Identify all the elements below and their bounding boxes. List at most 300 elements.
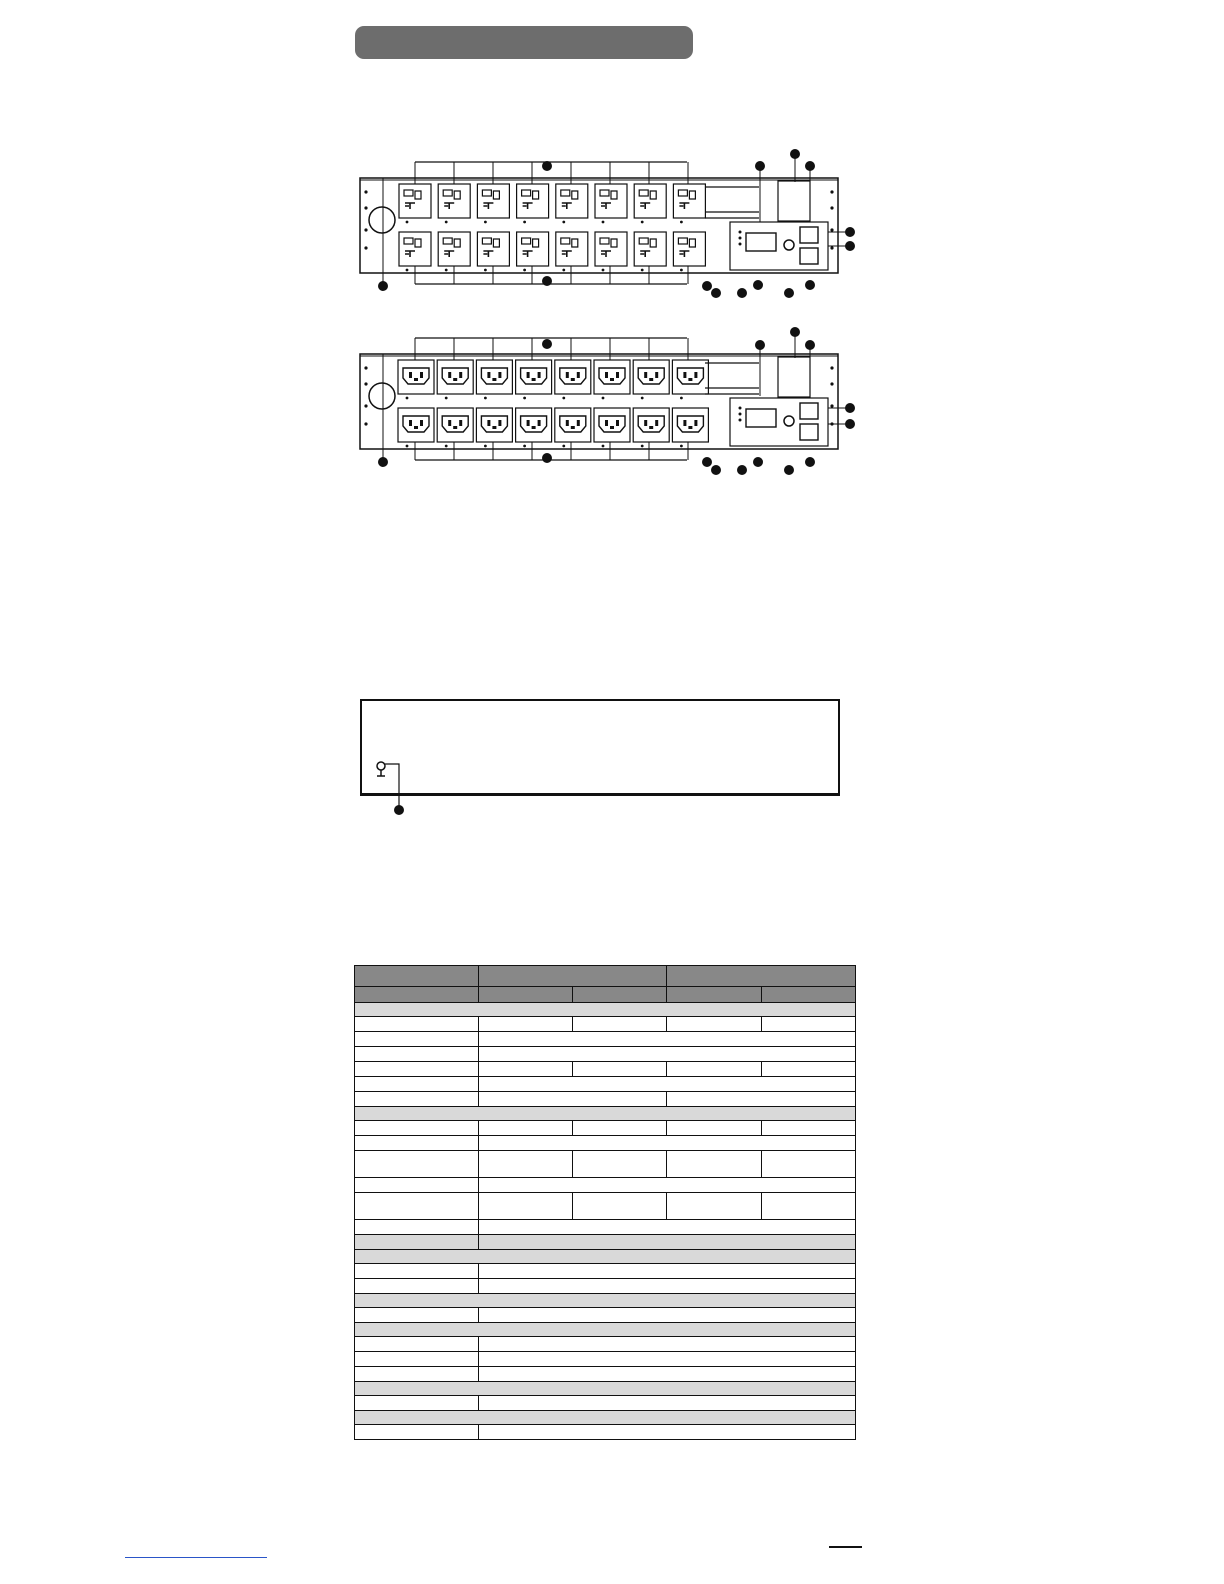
table-cell — [573, 1121, 667, 1136]
outlet-slot — [443, 190, 452, 196]
table-cell — [667, 1017, 762, 1032]
outlet-slot — [533, 239, 539, 247]
status-led — [739, 413, 742, 416]
table-cell — [355, 1017, 479, 1032]
table-cell — [479, 1308, 856, 1323]
table-cell — [355, 1235, 479, 1250]
panel-outline — [360, 178, 838, 273]
table-cell — [667, 1151, 762, 1178]
outlet-led — [602, 221, 605, 224]
footer-link-underline[interactable] — [125, 1557, 267, 1558]
outlet-led — [680, 445, 683, 448]
page-number-mark — [829, 1546, 862, 1548]
nema-outlet-icon — [634, 184, 666, 218]
status-led — [739, 243, 742, 246]
callout-icon — [753, 457, 763, 467]
mount-hole — [364, 246, 367, 249]
table-cell — [479, 1220, 856, 1235]
table-cell — [762, 1193, 856, 1220]
iec-pin — [683, 420, 686, 426]
outlet-led — [484, 445, 487, 448]
table-cell — [479, 1136, 856, 1151]
table-row — [355, 1337, 856, 1352]
outlet-led — [523, 397, 526, 400]
outlet-led — [523, 221, 526, 224]
callout-icon — [702, 281, 712, 291]
table-cell — [479, 1032, 856, 1047]
table-row — [355, 1425, 856, 1440]
callout-icon — [378, 457, 388, 467]
outlet-led — [445, 221, 448, 224]
outlet-led — [680, 269, 683, 272]
outlet-slot — [482, 190, 491, 196]
iec-pin — [527, 372, 530, 378]
iec-pin — [655, 420, 658, 426]
table-cell — [355, 1121, 479, 1136]
nema-outlet-icon — [556, 184, 588, 218]
iec-pin — [459, 420, 462, 426]
table-row — [355, 1092, 856, 1107]
table-row — [355, 966, 856, 987]
iec-socket — [521, 416, 547, 432]
outlet-slot — [533, 191, 539, 199]
serial-port-icon — [800, 248, 818, 264]
specifications-table — [354, 965, 856, 1440]
iec-pin — [414, 426, 418, 429]
outlet-slot — [600, 238, 609, 244]
serial-port-icon — [800, 424, 818, 440]
control-module — [730, 398, 828, 446]
status-led — [739, 407, 742, 410]
table-row — [355, 1003, 856, 1017]
table-row — [355, 1220, 856, 1235]
outlet-led — [445, 269, 448, 272]
outlet-slot — [493, 191, 499, 199]
iec-pin — [532, 378, 536, 381]
outlet-slot — [689, 239, 695, 247]
iec-socket — [677, 368, 703, 384]
callout-icon — [542, 161, 552, 171]
iec-pin — [487, 372, 490, 378]
mount-hole — [364, 404, 367, 407]
outlet-slot — [454, 239, 460, 247]
outlet-ground — [562, 203, 572, 209]
iec-pin — [498, 420, 501, 426]
lcd-display — [746, 233, 776, 251]
table-cell — [479, 1337, 856, 1352]
outlet-slot — [522, 190, 531, 196]
divider-line — [705, 363, 759, 394]
circuit-breaker-icon — [369, 383, 395, 409]
table-row — [355, 1077, 856, 1092]
table-row — [355, 987, 856, 1003]
table-cell — [479, 987, 573, 1003]
iec-pin — [453, 378, 457, 381]
iec-pin — [420, 372, 423, 378]
outlet-led — [445, 397, 448, 400]
table-cell — [573, 987, 667, 1003]
table-row — [355, 1193, 856, 1220]
nema-outlet-icon — [595, 184, 627, 218]
outlet-led — [406, 397, 409, 400]
table-cell — [355, 1151, 479, 1178]
outlet-led — [484, 397, 487, 400]
outlet-led — [484, 221, 487, 224]
table-cell — [355, 1178, 479, 1193]
lcd-display — [746, 409, 776, 427]
callout-icon — [702, 457, 712, 467]
mount-hole — [830, 228, 833, 231]
outlet-slot — [650, 239, 656, 247]
iec-pin — [649, 426, 653, 429]
table-cell — [479, 1017, 573, 1032]
table-cell — [667, 1121, 762, 1136]
outlet-slot — [689, 191, 695, 199]
callout-icon — [845, 241, 855, 251]
outlet-ground — [483, 251, 493, 257]
table-cell — [355, 1193, 479, 1220]
outlet-slot — [572, 239, 578, 247]
outlet-led — [641, 397, 644, 400]
iec-pin — [566, 420, 569, 426]
iec-socket — [481, 368, 507, 384]
iec-pin — [420, 420, 423, 426]
outlet-slot — [561, 238, 570, 244]
outlet-led — [602, 397, 605, 400]
iec-pin — [566, 372, 569, 378]
outlet-slot — [493, 239, 499, 247]
table-row — [355, 1411, 856, 1425]
table-cell — [355, 1047, 479, 1062]
front-panel-iec — [360, 338, 838, 460]
outlet-slot — [404, 238, 413, 244]
expansion-slot — [778, 357, 810, 397]
table-cell — [355, 1107, 856, 1121]
table-row — [355, 1121, 856, 1136]
iec-pin — [532, 426, 536, 429]
mount-hole — [830, 190, 833, 193]
callout-icon — [755, 161, 765, 171]
table-cell — [479, 1077, 856, 1092]
table-cell — [479, 1264, 856, 1279]
table-cell — [355, 1294, 856, 1308]
outlet-slot — [650, 191, 656, 199]
callout-icon — [790, 149, 800, 159]
mount-hole — [830, 366, 833, 369]
outlet-slot — [454, 191, 460, 199]
outlet-led — [523, 445, 526, 448]
outlet-slot — [678, 190, 687, 196]
table-cell — [355, 1279, 479, 1294]
callout-icon — [784, 465, 794, 475]
outlet-ground — [679, 203, 689, 209]
table-row — [355, 1136, 856, 1151]
circuit-breaker-icon — [369, 207, 395, 233]
status-led — [739, 237, 742, 240]
mount-hole — [364, 382, 367, 385]
table-cell — [355, 1032, 479, 1047]
table-cell — [355, 1396, 479, 1411]
select-button-icon — [784, 416, 794, 426]
table-cell — [667, 1062, 762, 1077]
nema-outlet-icon — [517, 232, 549, 266]
nema-outlet-icon — [477, 232, 509, 266]
iec-pin — [448, 372, 451, 378]
outlet-ground — [601, 203, 611, 209]
table-row — [355, 1032, 856, 1047]
outlet-led — [406, 221, 409, 224]
table-row — [355, 1279, 856, 1294]
table-cell — [479, 1235, 856, 1250]
table-cell — [573, 1151, 667, 1178]
callout-icon — [542, 453, 552, 463]
outlet-slot — [611, 191, 617, 199]
table-cell — [355, 1077, 479, 1092]
table-cell — [667, 966, 856, 987]
callout-icon — [784, 288, 794, 298]
callout-icon — [845, 419, 855, 429]
iec-pin — [616, 420, 619, 426]
callout-icon — [805, 280, 815, 290]
iec-pin — [605, 372, 608, 378]
iec-socket — [599, 416, 625, 432]
nema-outlet-icon — [438, 232, 470, 266]
nema-outlet-icon — [634, 232, 666, 266]
outlet-led — [562, 221, 565, 224]
table-cell — [479, 1279, 856, 1294]
table-cell — [667, 1092, 856, 1107]
table-cell — [355, 1092, 479, 1107]
outlet-led — [562, 397, 565, 400]
outlet-slot — [415, 239, 421, 247]
callout-icon — [542, 339, 552, 349]
table-row — [355, 1264, 856, 1279]
mount-hole — [364, 190, 367, 193]
table-cell — [355, 1425, 479, 1440]
table-cell — [762, 1062, 856, 1077]
table-cell — [479, 1178, 856, 1193]
iec-socket — [560, 368, 586, 384]
outlet-led — [484, 269, 487, 272]
iec-pin — [571, 426, 575, 429]
iec-socket — [599, 368, 625, 384]
iec-pin — [538, 420, 541, 426]
iec-pin — [616, 372, 619, 378]
iec-pin — [683, 372, 686, 378]
status-led — [739, 231, 742, 234]
outlet-led — [406, 269, 409, 272]
callout-icon — [790, 327, 800, 337]
table-row — [355, 1250, 856, 1264]
iec-pin — [605, 420, 608, 426]
callout-icon — [737, 465, 747, 475]
callout-icon — [737, 288, 747, 298]
iec-socket — [442, 416, 468, 432]
table-cell — [762, 1017, 856, 1032]
nema-outlet-icon — [556, 232, 588, 266]
callout-icon — [378, 281, 388, 291]
mount-hole — [830, 206, 833, 209]
table-cell — [479, 1193, 573, 1220]
nema-outlet-icon — [517, 184, 549, 218]
table-cell — [355, 1136, 479, 1151]
table-cell — [762, 987, 856, 1003]
outlet-led — [562, 445, 565, 448]
iec-pin — [694, 420, 697, 426]
table-row — [355, 1107, 856, 1121]
table-cell — [355, 1250, 856, 1264]
table-cell — [355, 1264, 479, 1279]
outlet-ground — [562, 251, 572, 257]
mount-hole — [364, 366, 367, 369]
table-row — [355, 1382, 856, 1396]
outlet-led — [641, 445, 644, 448]
outlet-led — [406, 445, 409, 448]
table-row — [355, 1017, 856, 1032]
table-cell — [573, 1062, 667, 1077]
nema-outlet-icon — [399, 184, 431, 218]
outlet-led — [602, 445, 605, 448]
outlet-ground — [601, 251, 611, 257]
iec-pin — [414, 378, 418, 381]
callout-icon — [845, 403, 855, 413]
outlet-slot — [522, 238, 531, 244]
control-module — [730, 222, 828, 270]
table-cell — [355, 966, 479, 987]
table-row — [355, 1062, 856, 1077]
table-cell — [479, 1092, 667, 1107]
table-cell — [479, 1367, 856, 1382]
iec-pin — [649, 378, 653, 381]
outlet-ground — [444, 203, 454, 209]
callout-icon — [755, 340, 765, 350]
iec-pin — [610, 378, 614, 381]
outlet-led — [602, 269, 605, 272]
table-cell — [355, 1062, 479, 1077]
divider-line — [705, 187, 759, 218]
network-port-icon — [800, 403, 818, 419]
outlet-ground — [640, 203, 650, 209]
table-cell — [355, 1323, 856, 1337]
table-row — [355, 1323, 856, 1337]
callout-icon — [394, 805, 404, 815]
table-cell — [573, 1193, 667, 1220]
callout-icon — [805, 457, 815, 467]
iec-pin — [448, 420, 451, 426]
outlet-ground — [523, 251, 533, 257]
callout-icon — [711, 465, 721, 475]
mount-hole — [830, 246, 833, 249]
outlet-slot — [639, 190, 648, 196]
outlet-led — [680, 397, 683, 400]
iec-socket — [638, 368, 664, 384]
iec-pin — [409, 420, 412, 426]
table-cell — [667, 1193, 762, 1220]
iec-pin — [538, 372, 541, 378]
outlet-ground — [405, 251, 415, 257]
select-button-icon — [784, 240, 794, 250]
callout-icon — [805, 340, 815, 350]
nema-outlet-icon — [399, 232, 431, 266]
table-cell — [479, 1062, 573, 1077]
table-cell — [479, 1425, 856, 1440]
table-cell — [355, 1220, 479, 1235]
table-cell — [355, 1382, 856, 1396]
outlet-slot — [443, 238, 452, 244]
mount-hole — [830, 404, 833, 407]
table-row — [355, 1151, 856, 1178]
table-cell — [355, 1352, 479, 1367]
table-cell — [355, 987, 479, 1003]
iec-pin — [453, 426, 457, 429]
table-row — [355, 1308, 856, 1323]
table-cell — [479, 1047, 856, 1062]
iec-pin — [610, 426, 614, 429]
outlet-ground — [679, 251, 689, 257]
iec-socket — [442, 368, 468, 384]
callout-icon — [711, 288, 721, 298]
nema-outlet-icon — [673, 232, 705, 266]
table-row — [355, 1396, 856, 1411]
outlet-slot — [561, 190, 570, 196]
iec-socket — [677, 416, 703, 432]
iec-pin — [688, 426, 692, 429]
table-cell — [355, 1003, 856, 1017]
table-cell — [355, 1337, 479, 1352]
expansion-slot — [778, 181, 810, 221]
table-cell — [479, 1352, 856, 1367]
outlet-slot — [611, 239, 617, 247]
iec-socket — [521, 368, 547, 384]
iec-pin — [498, 372, 501, 378]
outlet-led — [641, 269, 644, 272]
outlet-ground — [640, 251, 650, 257]
table-cell — [355, 1367, 479, 1382]
outlet-ground — [483, 203, 493, 209]
outlet-slot — [404, 190, 413, 196]
iec-pin — [655, 372, 658, 378]
outlet-led — [523, 269, 526, 272]
table-cell — [667, 987, 762, 1003]
iec-pin — [577, 372, 580, 378]
iec-socket — [481, 416, 507, 432]
iec-socket — [560, 416, 586, 432]
outlet-led — [562, 269, 565, 272]
outlet-slot — [639, 238, 648, 244]
iec-socket — [403, 368, 429, 384]
callout-icon — [845, 227, 855, 237]
outlet-slot — [600, 190, 609, 196]
outlet-slot — [678, 238, 687, 244]
nema-outlet-icon — [673, 184, 705, 218]
callout-icon — [805, 161, 815, 171]
iec-pin — [409, 372, 412, 378]
iec-socket — [638, 416, 664, 432]
mount-hole — [364, 228, 367, 231]
iec-pin — [492, 378, 496, 381]
iec-pin — [644, 372, 647, 378]
nema-outlet-icon — [438, 184, 470, 218]
outlet-led — [641, 221, 644, 224]
outlet-slot — [572, 191, 578, 199]
table-cell — [762, 1151, 856, 1178]
callout-icon — [753, 280, 763, 290]
iec-pin — [571, 378, 575, 381]
iec-pin — [487, 420, 490, 426]
outlet-led — [680, 221, 683, 224]
table-cell — [479, 1121, 573, 1136]
table-cell — [573, 1017, 667, 1032]
